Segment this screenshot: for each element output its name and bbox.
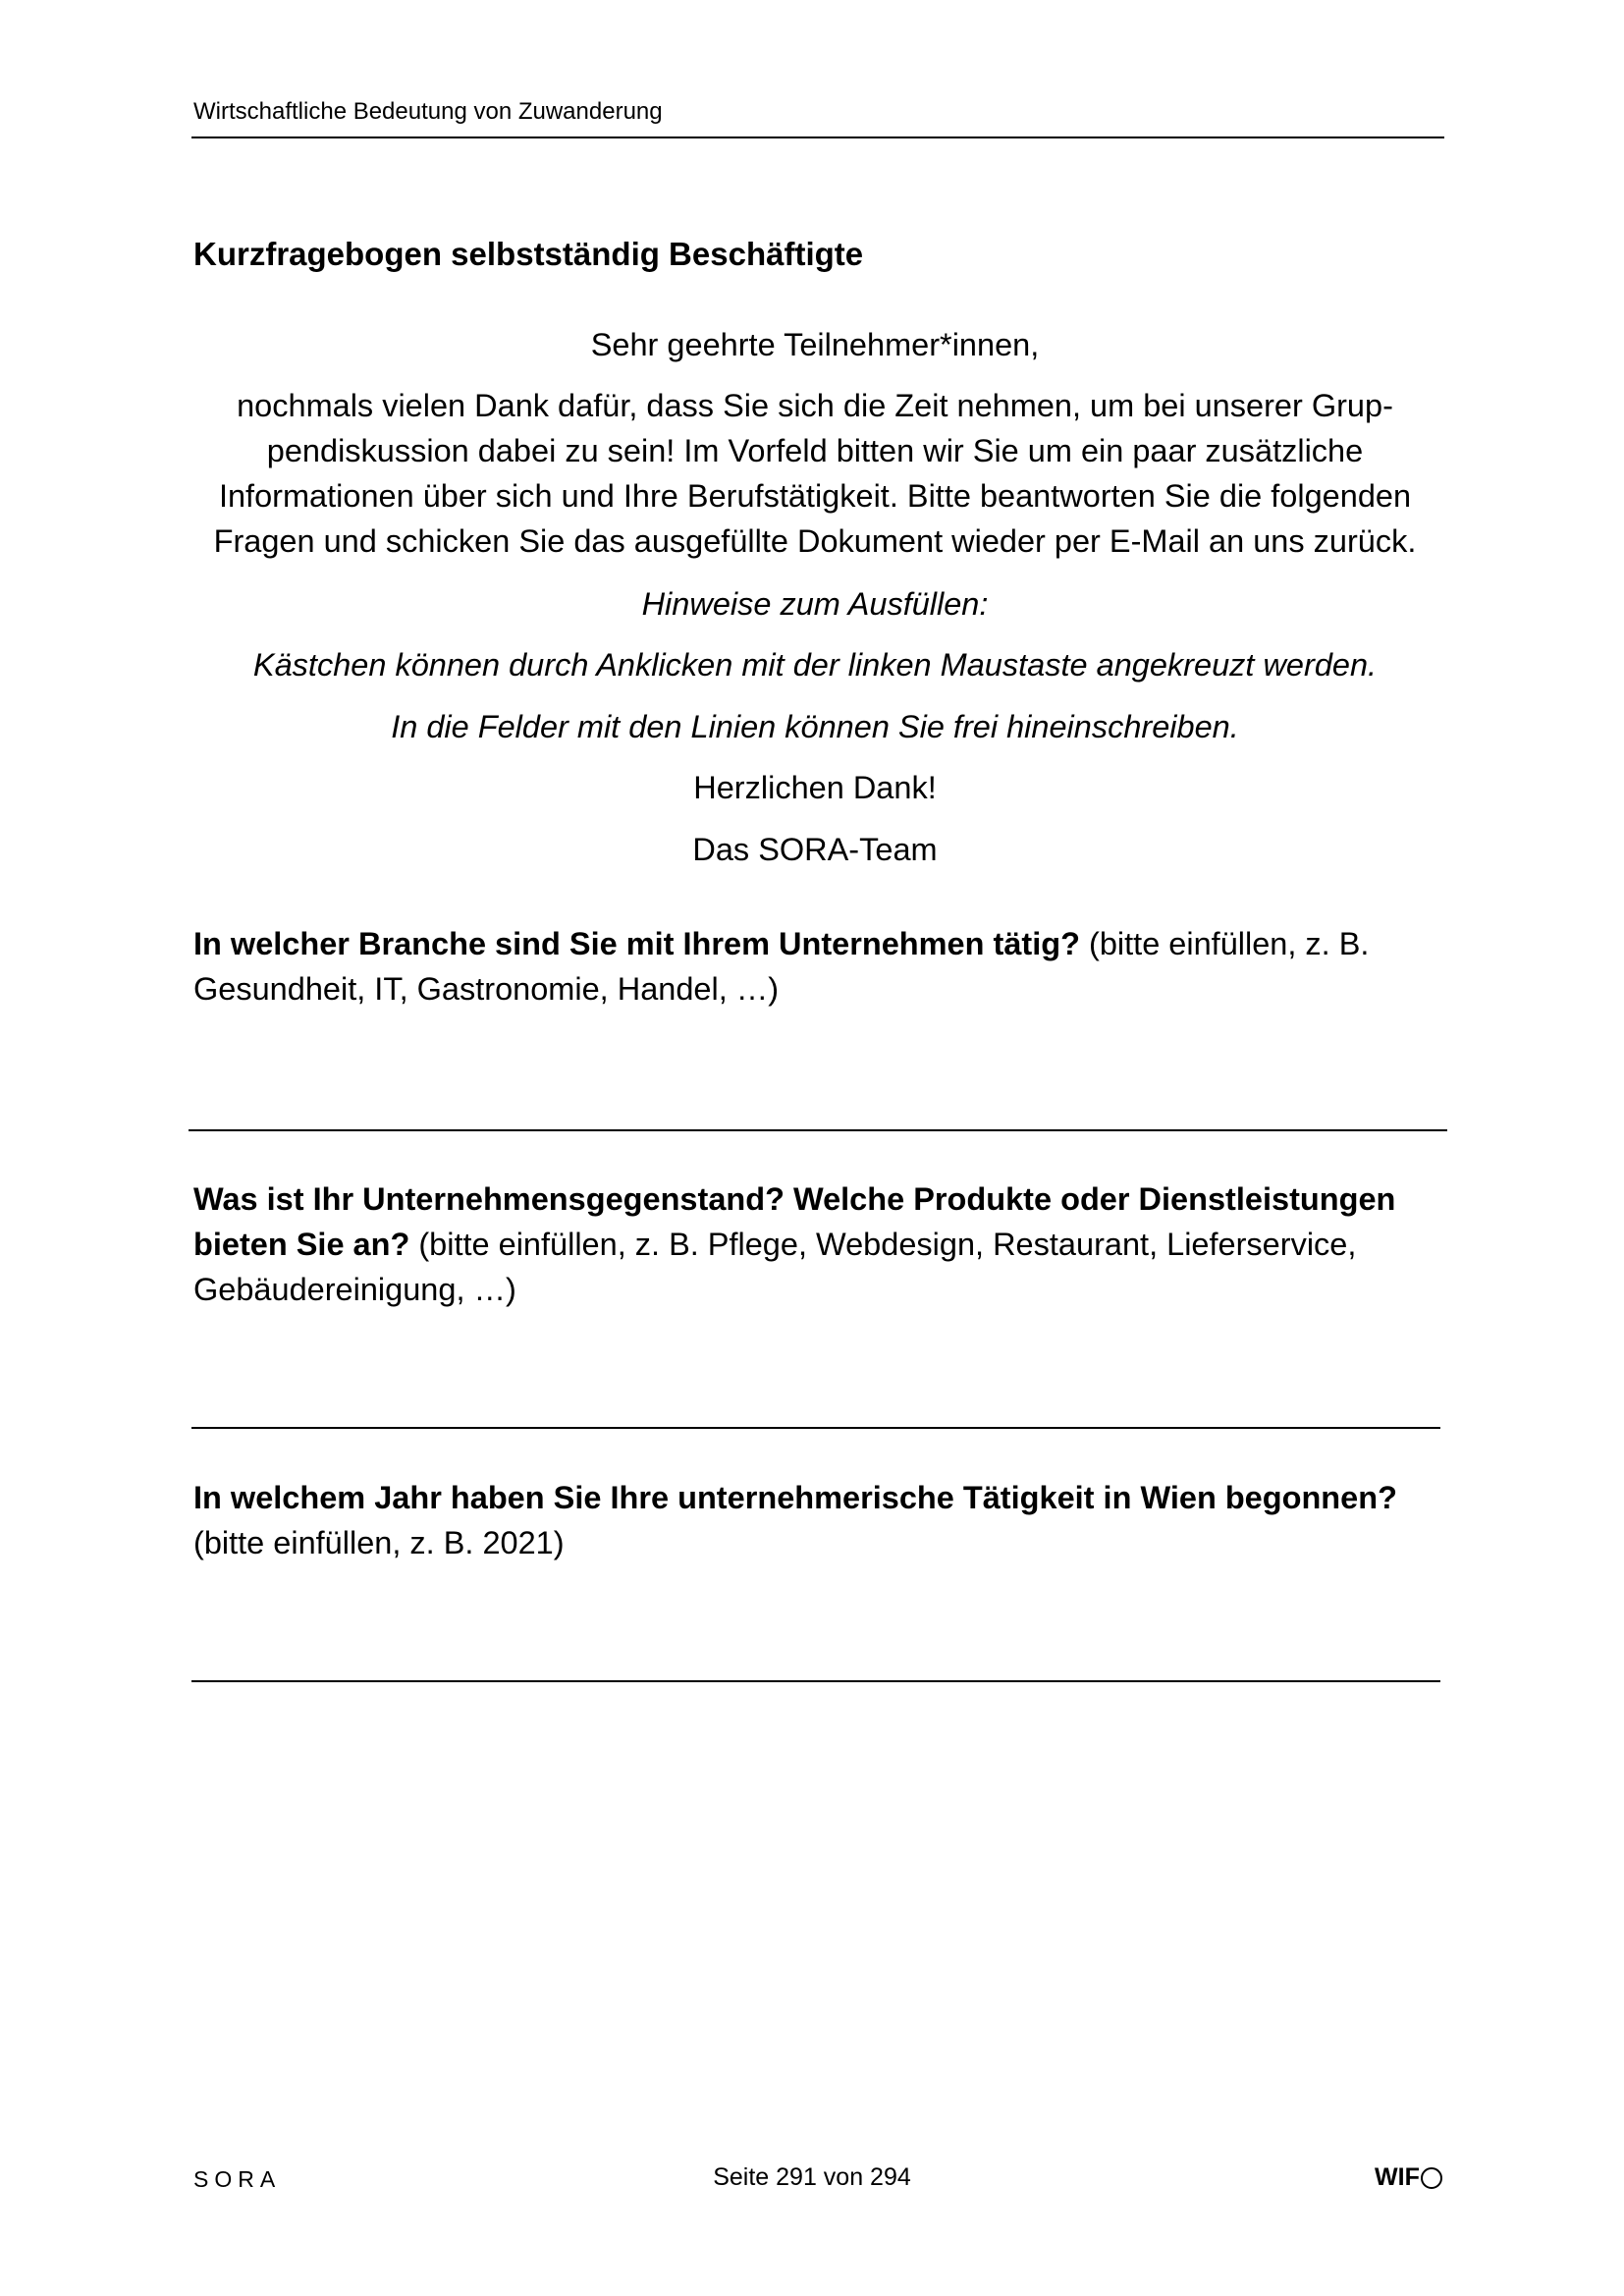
- intro-paragraph: [177, 383, 1453, 564]
- question-branche: [193, 921, 1460, 1011]
- intro-line: nochmals vielen Dank dafür, dass Sie sich die Zeit nehmen, um bei unserer Grup-: [237, 388, 1393, 423]
- intro-line: Informationen über sich und Ihre Berufstätigkeit. Bitte beantworten Sie die folgenden: [218, 478, 1412, 514]
- wifo-logo-icon: W: [1375, 2163, 1398, 2191]
- answer-field-branche[interactable]: [189, 1129, 1447, 1131]
- footer-sora-logo: SORA: [193, 2166, 282, 2192]
- header-title: Wirtschaftliche Bedeutung von Zuwanderung: [193, 98, 663, 125]
- signature-text: Das SORA-Team: [692, 832, 938, 867]
- question-label: In welchem Jahr haben Sie Ihre unternehmerische Tätigkeit in Wien begonnen?: [193, 1480, 1397, 1515]
- question-hint: (bitte einfüllen, z. B. Gesundheit, IT, Gastronomie, Handel, …): [193, 926, 1370, 1007]
- question-startjahr: [193, 1475, 1460, 1565]
- hint-text-fields: In die Felder mit den Linien können Sie frei hineinschreiben.: [391, 709, 1239, 744]
- greeting: Sehr geehrte Teilnehmer*innen,: [590, 327, 1040, 362]
- question-unternehmensgegenstand: [193, 1176, 1460, 1312]
- thanks-text: Herzlichen Dank!: [693, 770, 937, 805]
- question-hint: (bitte einfüllen, z. B. Pflege, Webdesign, Restaurant, Lieferservice, Gebäudereinigung, …): [193, 1227, 1357, 1307]
- footer-wifo-logo: W I F: [1375, 2163, 1442, 2192]
- question-label: Was ist Ihr Unternehmensgegenstand? Welche Produkte oder Dienstleistungen bieten Sie an?: [193, 1181, 1396, 1262]
- intro-line: Fragen und schicken Sie das ausgefüllte Dokument wieder per E-Mail an uns zurück.: [213, 523, 1417, 559]
- intro-line: pendiskussion dabei zu sein! Im Vorfeld bitten wir Sie um ein paar zusätzliche: [266, 433, 1364, 468]
- answer-field-startjahr[interactable]: [191, 1680, 1440, 1682]
- question-hint: (bitte einfüllen, z. B. 2021): [193, 1525, 565, 1560]
- document-title: Kurzfragebogen selbstständig Beschäftigte: [193, 236, 864, 272]
- hint-heading: Hinweise zum Ausfüllen:: [641, 586, 989, 622]
- answer-field-unternehmensgegenstand[interactable]: [191, 1427, 1440, 1429]
- question-label: In welcher Branche sind Sie mit Ihrem Unternehmen tätig?: [193, 926, 1080, 961]
- page-number: Seite 291 von 294: [713, 2163, 911, 2191]
- header-divider: [191, 137, 1444, 138]
- hint-checkboxes: Kästchen können durch Anklicken mit der linken Maustaste angekreuzt werden.: [252, 647, 1378, 683]
